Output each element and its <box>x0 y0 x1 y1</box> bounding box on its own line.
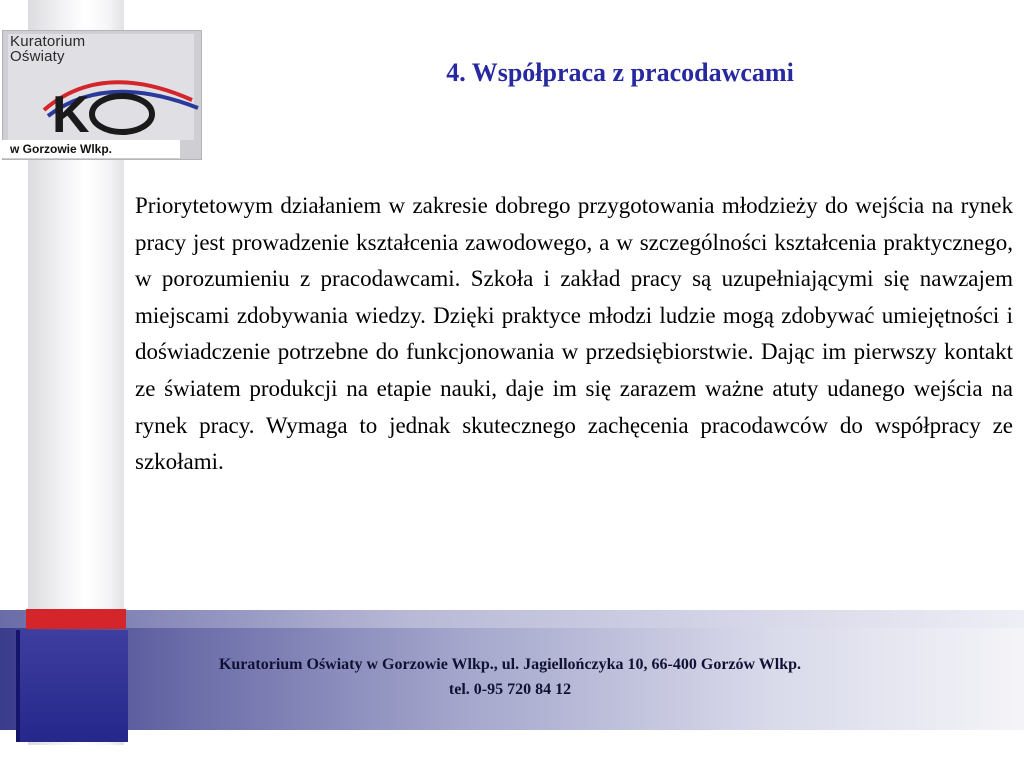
logo-text-line1: Kuratorium <box>10 33 86 50</box>
ko-emblem-icon <box>42 70 202 140</box>
svg-text:K: K <box>52 86 90 140</box>
logo-text-line2: Oświaty <box>10 48 65 65</box>
footer-red-accent <box>26 609 126 629</box>
slide-body-text: Priorytetowym działaniem w zakresie dobrego przygotowania młodzieży do wejścia na rynek pracy jest prowadzenie kształcenia zawodowego, a w szczególności kształcenia praktycznego, w porozumieniu z pracodawcami. Szkoła i zakład pracy są uzupełniającymi się nawzajem miejscami zdobywania wiedzy. Dzięki praktyce młodzi ludzie mogą zdobywać umiejętności i doświadczenie potrzebne do funkcjonowania w przedsiębiorstwie. Dając im pierwszy kontakt ze światem produkcji na etapie nauki, daje im się zarazem ważne atuty udanego wejścia na rynek pracy. Wymaga to jednak skutecznego zachęcenia pracodawców do współpracy ze szkołami. <box>135 193 1013 475</box>
slide-title: 4. Współpraca z pracodawcami <box>446 58 794 87</box>
footer-phone: tel. 0-95 720 84 12 <box>448 681 572 698</box>
footer-address: Kuratorium Oświaty w Gorzowie Wlkp., ul. Jagiellończyka 10, 66-400 Gorzów Wlkp. <box>218 656 802 673</box>
footer-band-top <box>0 610 1024 628</box>
kuratorium-logo <box>2 30 210 160</box>
logo-text <box>10 34 85 64</box>
footer-blue-block <box>20 630 128 742</box>
logo-city-label: w Gorzowie Wlkp. <box>2 140 180 158</box>
